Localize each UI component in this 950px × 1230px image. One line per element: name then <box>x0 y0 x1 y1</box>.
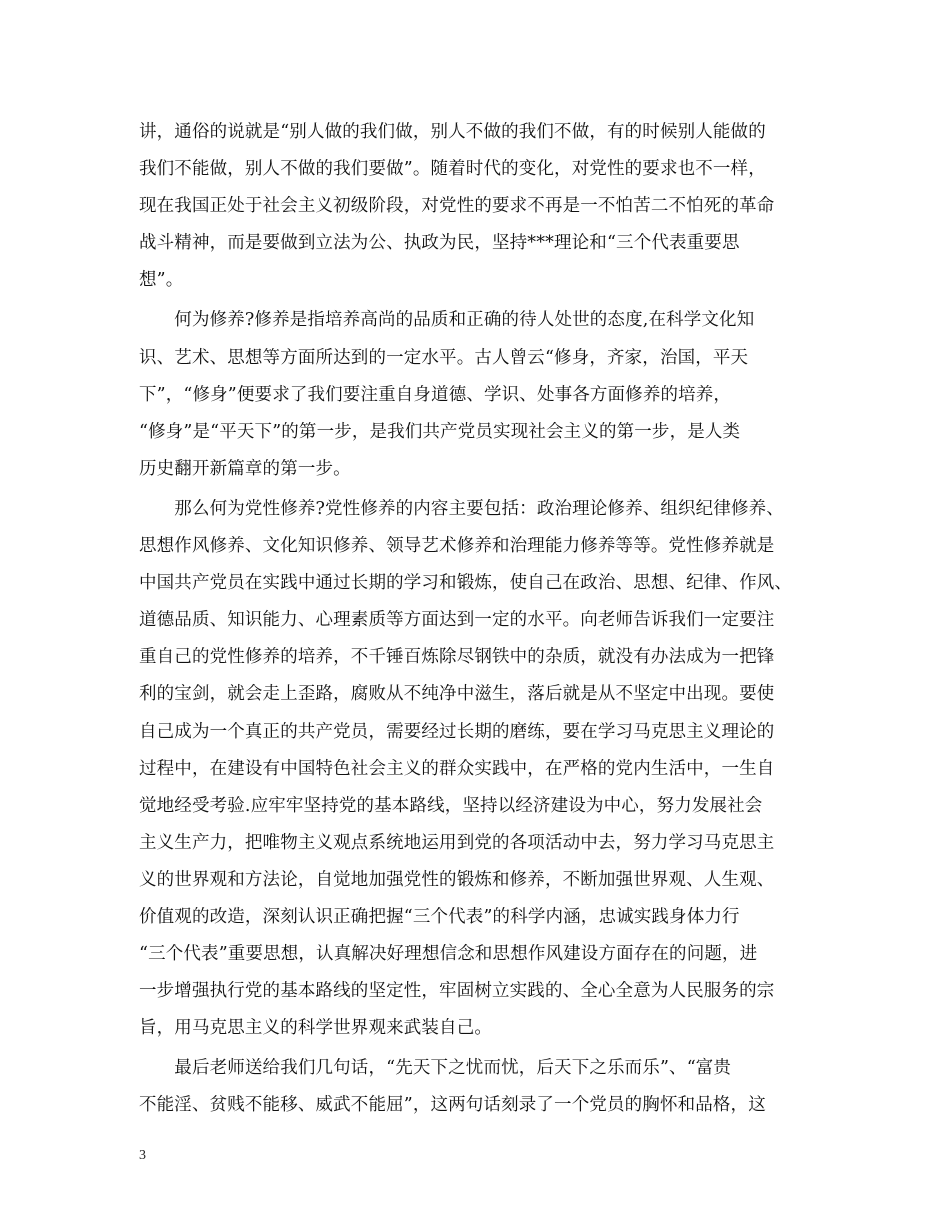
body-text <box>139 114 815 1125</box>
text-line: 思想作风修养、文化知识修养、领导艺术修养和治理能力修养等等。党性修养就是 <box>139 536 775 557</box>
text-line: 一步增强执行党的基本路线的坚定性，牢固树立实践的、全心全意为人民服务的宗 <box>139 981 775 1002</box>
text-line: 利的宝剑，就会走上歪路，腐败从不纯净中滋生，落后就是从不坚定中出现。要使 <box>139 684 775 705</box>
paragraph-first-line: 那么何为党性修养?党性修养的内容主要包括：政治理论修养、组织纪律修养、 <box>139 498 784 519</box>
text-line: 讲，通俗的说就是“别人做的我们做，别人不做的我们不做，有的时候别人能做的 <box>139 122 766 142</box>
text-line: “修身”是“平天下”的第一步，是我们共产党员实现社会主义的第一步，是人类 <box>139 421 741 442</box>
text-line: 历史翻开新篇章的第一步。 <box>139 458 351 479</box>
text-line: 价值观的改造，深刻认识正确把握“三个代表”的科学内涵，忠诚实践身体力行 <box>139 906 740 927</box>
text-line: 觉地经受考验.应牢牢坚持党的基本路线，坚持以经济建设为中心，努力发展社会 <box>139 795 763 816</box>
text-line: 我们不能做，别人不做的我们要做”。随着时代的变化，对党性的要求也不一样， <box>139 159 766 180</box>
text-line: 自己成为一个真正的共产党员，需要经过长期的磨练，要在学习马克思主义理论的 <box>139 721 775 742</box>
text-line: 过程中，在建设有中国特色社会主义的群众实践中，在严格的党内生活中，一生自 <box>139 758 775 779</box>
paragraph-first-line: 何为修养?修养是指培养高尚的品质和正确的待人处世的态度,在科学文化知 <box>139 310 755 331</box>
text-line: 识、艺术、思想等方面所达到的一定水平。古人曾云“修身，齐家，治国，平天 <box>139 347 749 368</box>
text-line: 现在我国正处于社会主义初级阶段，对党性的要求不再是一不怕苦二不怕死的革命 <box>139 196 775 217</box>
page-number: 3 <box>139 1148 146 1163</box>
paragraph-first-line: 最后老师送给我们几句话，“先天下之忧而忧，后天下之乐而乐”、“富贵 <box>139 1058 732 1079</box>
text-line: 中国共产党员在实践中通过长期的学习和锻炼，使自己在政治、思想、纪律、作风、 <box>139 573 793 594</box>
text-line: “三个代表”重要思想，认真解决好理想信念和思想作风建设方面存在的问题，进 <box>139 944 758 965</box>
text-line: 战斗精神，而是要做到立法为公、执政为民，坚持***理论和“三个代表重要思 <box>139 233 740 254</box>
text-line: 不能淫、贫贱不能移、威武不能屈”，这两句话刻录了一个党员的胸怀和品格，这 <box>139 1095 766 1116</box>
text-line: 义的世界观和方法论，自觉地加强党性的锻炼和修养，不断加强世界观、人生观、 <box>139 869 775 890</box>
text-line: 想”。 <box>139 270 184 291</box>
text-line: 旨，用马克思主义的科学世界观来武装自己。 <box>139 1018 492 1039</box>
text-line: 主义生产力，把唯物主义观点系统地运用到党的各项活动中去，努力学习马克思主 <box>139 832 775 853</box>
text-line: 道德品质、知识能力、心理素质等方面达到一定的水平。向老师告诉我们一定要注 <box>139 610 775 631</box>
text-line: 下”，“修身”便要求了我们要注重自身道德、学识、处事各方面修养的培养， <box>139 384 732 405</box>
text-line: 重自己的党性修养的培养，不千锤百炼除尽钢铁中的杂质，就没有办法成为一把锋 <box>139 647 775 668</box>
